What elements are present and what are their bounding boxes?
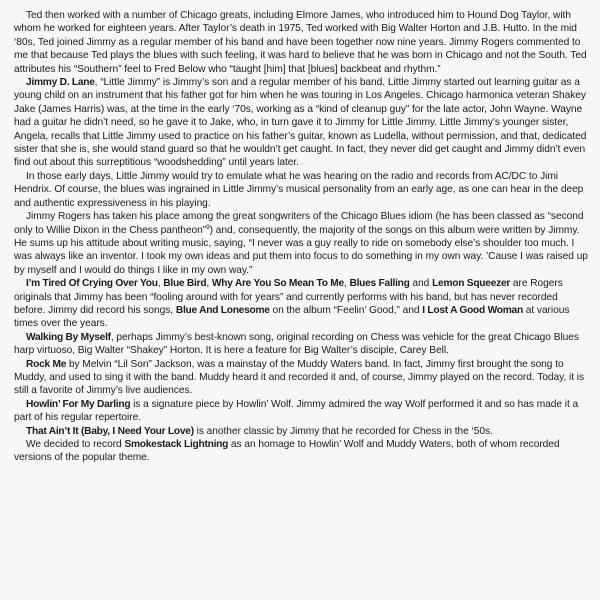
- paragraph-text: ,: [206, 278, 212, 290]
- paragraph-text: is another classic by Jimmy that he recorded for Chess in the ‘50s.: [193, 425, 493, 437]
- song-or-name-emphasis: I’m Tired Of Crying Over You: [26, 278, 158, 290]
- song-or-name-emphasis: Blue Bird: [163, 278, 207, 290]
- paragraph: [14, 398, 588, 425]
- song-or-name-emphasis: Howlin’ For My Darling: [26, 398, 131, 410]
- paragraph-text: Jimmy Rogers has taken his place among the great songwriters of the Chicago Blues idiom (he has been classed as “second only to Willie Dixon in the Chess pantheon”: [14, 211, 584, 236]
- paragraph: [14, 358, 588, 398]
- paragraph: [14, 277, 588, 331]
- paragraph: [14, 76, 588, 170]
- song-or-name-emphasis: Blue And Lonesome: [175, 304, 270, 316]
- song-or-name-emphasis: Walking By Myself: [26, 331, 111, 343]
- paragraph-text: as an homage to Howlin’ Wolf and Muddy Waters, both of whom recorded versions of the popular theme.: [14, 439, 560, 464]
- paragraph-text: ,: [343, 278, 350, 290]
- song-or-name-emphasis: Rock Me: [26, 358, 67, 370]
- song-or-name-emphasis: That Ain’t It (Baby, I Need Your Love): [26, 425, 194, 437]
- paragraph-text: We decided to record: [26, 439, 125, 450]
- paragraph-text: are Rogers originals that Jimmy has been “fooling around with for years” and currently performs with his band, but has never recorded before. Jimmy did record his songs,: [14, 278, 563, 316]
- song-or-name-emphasis: Jimmy D. Lane: [26, 77, 95, 89]
- paragraph-text: ) and, consequently, the majority of the songs on this album were written by Jimmy. He sums up his attitude about writing music, saying, “I never was a guy really to ride on somebody else’s shoulder too much. I was always like an inventor. I took my own ideas and put them into focus to do something in my own way. ’Cause I was raised up by myself and I would do things I like in my own way.”: [14, 224, 588, 276]
- song-or-name-emphasis: I Lost A Good Woman: [422, 304, 523, 316]
- paragraph-text: on the album “Feelin’ Good,” and: [269, 304, 423, 316]
- paragraph-text: , perhaps Jimmy’s best-known song, original recording on Chess was vehicle for the great Chicago Blues harp virtuoso, Big Walter “Shakey” Horton. It is here a feature for Big Walter’s disciple, Carey Bell.: [14, 331, 579, 357]
- paragraph: [14, 9, 588, 76]
- song-or-name-emphasis: Smokestack Lightning: [124, 439, 229, 450]
- paragraph: [14, 425, 588, 438]
- song-or-name-emphasis: Blues Falling: [349, 278, 410, 290]
- paragraph: [14, 438, 588, 465]
- liner-notes-text: [14, 9, 588, 465]
- paragraph-text: and: [409, 278, 433, 290]
- paragraph-text: Ted then worked with a number of Chicago greats, including Elmore James, who introduced him to Hound Dog Taylor, with whom he worked for eighteen years. After Taylor’s death in 1975, Ted worked with Big Walter Horton and J.B. Hutto. In the mid ‘80s, Ted joined Jimmy as a regular member of his band and have been together now nine years. Jimmy Rogers commented to me that because Ted plays the blues with such feeling, it was hard to believe that he was born in Chicago and not the South. Ted attributes his “Southern” feel to Fred Below who “taught [him] that [blues] backbeat and rhythm.”: [14, 10, 587, 75]
- footnote-marker: 9: [206, 223, 210, 231]
- paragraph-text: In those early days, Little Jimmy would try to emulate what he was hearing on the radio and records from AC/DC to Jimi Hendrix. Of course, the blues was ingrained in Little Jimmy’s musical personality from an early age, as one can hear in the deep and authentic expressiveness in his playing.: [14, 170, 584, 209]
- paragraph-text: at various times over the years.: [14, 304, 570, 330]
- paragraph: [14, 170, 588, 210]
- paragraph-text: ,: [157, 278, 164, 290]
- paragraph: [14, 210, 588, 277]
- song-or-name-emphasis: Lemon Squeezer: [432, 278, 511, 290]
- paragraph: [14, 331, 588, 358]
- paragraph-text: is a signature piece by Howlin’ Wolf. Jimmy admired the way Wolf performed it and so has made it a part of his regular repertoire.: [14, 398, 579, 424]
- song-or-name-emphasis: Why Are You So Mean To Me: [211, 278, 344, 290]
- paragraph-text: , “Little Jimmy” is Jimmy’s son and a regular member of his band. Little Jimmy started out learning guitar as a young child on an instrument that his father got for him when he was touring in Los Angeles. Chicago harmonica veteran Shakey Jake (James Harris) was, at the time in the early ‘70s, working as a “kind of cleanup guy” for the late actor, John Wayne. Wayne had a guitar he didn’t need, so he gave it to Jake, who, in turn gave it to Jimmy for Little Jimmy. Little Jimmy’s younger sister, Angela, recalls that Little Jimmy used to practice on his father’s guitar, known as Ludella, without permission, and that, dedicated sister that she is, she would stand guard so that he wouldn’t get caught. In fact, they never did get caught and Jimmy didn’t even find out about this surreptitious “woodshedding” until years later.: [14, 77, 587, 169]
- paragraph-text: by Melvin “Lil Son” Jackson, was a mainstay of the Muddy Waters band. In fact, Jimmy first brought the song to Muddy, and used to sing it with the band. Muddy heard it and recorded it and, of course, Jimmy played on the record. Today, it is still a favorite of Jimmy’s live audiences.: [14, 358, 585, 397]
